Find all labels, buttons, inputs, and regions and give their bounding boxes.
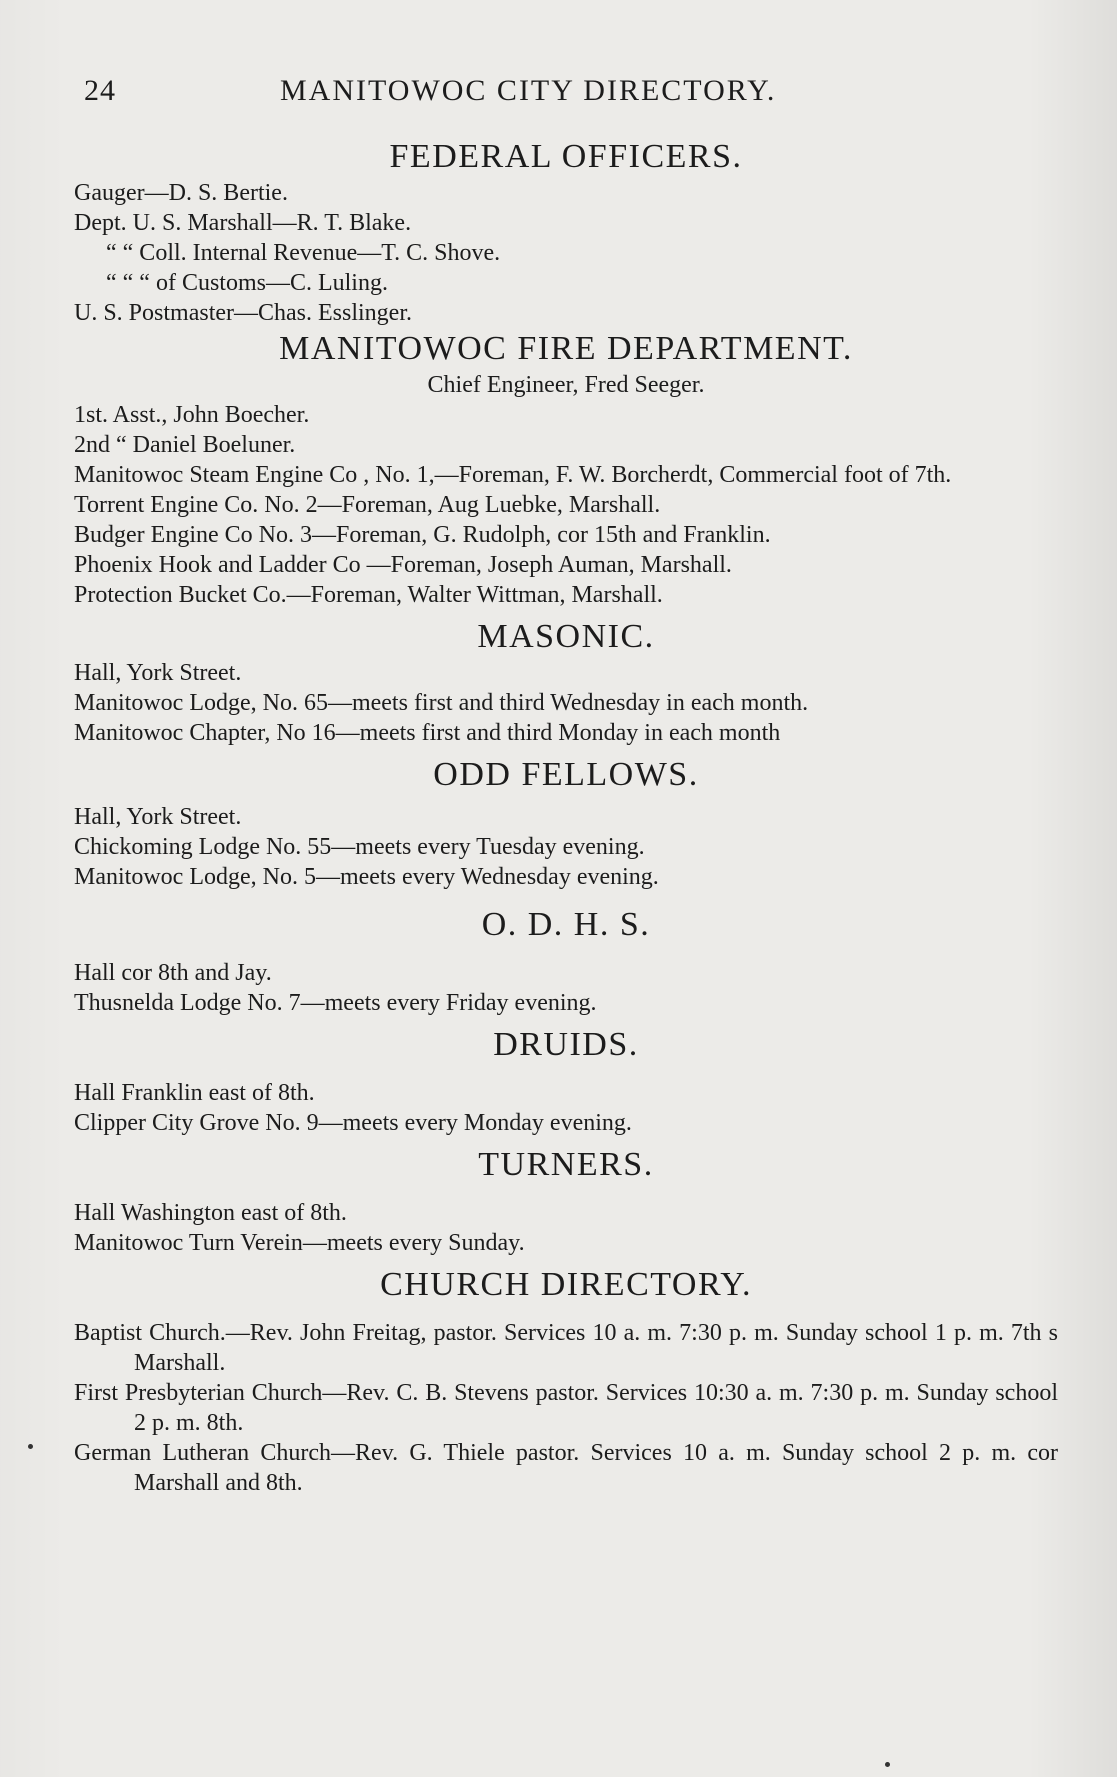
section-odd-fellows	[74, 754, 1058, 892]
list-item: 2nd “ Daniel Boeluner.	[74, 432, 296, 458]
section-title: O. D. H. S.	[481, 906, 651, 943]
list-item: Manitowoc Lodge, No. 5—meets every Wednesday evening.	[74, 864, 659, 890]
list-item: Chickoming Lodge No. 55—meets every Tuesday evening.	[74, 834, 645, 860]
section-title: CHURCH DIRECTORY.	[380, 1266, 752, 1303]
list-item: 1st. Asst., John Boecher.	[74, 402, 310, 428]
section-title: FEDERAL OFFICERS.	[389, 138, 743, 175]
section-druids	[74, 1024, 1058, 1138]
list-item: Protection Bucket Co.—Foreman, Walter Wittman, Marshall.	[74, 582, 663, 608]
list-item: Torrent Engine Co. No. 2—Foreman, Aug Luebke, Marshall.	[74, 492, 661, 518]
list-item: Hall cor 8th and Jay.	[74, 960, 272, 986]
list-item: Gauger—D. S. Bertie.	[74, 180, 288, 206]
section-title: MASONIC.	[477, 618, 655, 655]
list-item: German Lutheran Church—Rev. G. Thiele pastor. Services 10 a. m. Sunday school 2 p. m. cor Marshall and 8th.	[74, 1440, 1058, 1496]
list-item: Budger Engine Co No. 3—Foreman, G. Rudolph, cor 15th and Franklin.	[74, 522, 771, 548]
list-item: Dept. U. S. Marshall—R. T. Blake.	[74, 210, 412, 236]
section-masonic	[74, 616, 1058, 748]
section-subtitle: Chief Engineer, Fred Seeger.	[427, 372, 705, 398]
list-item: U. S. Postmaster—Chas. Esslinger.	[74, 300, 413, 326]
list-item: Thusnelda Lodge No. 7—meets every Friday evening.	[74, 990, 597, 1016]
list-item: Phoenix Hook and Ladder Co —Foreman, Joseph Auman, Marshall.	[74, 552, 732, 578]
section-odhs	[74, 904, 1058, 1018]
list-item: “ “ “ of Customs—C. Luling.	[106, 270, 388, 296]
section-title: TURNERS.	[478, 1146, 654, 1183]
section-title: DRUIDS.	[493, 1026, 639, 1063]
ink-speck	[28, 1444, 33, 1449]
directory-title: MANITOWOC CITY DIRECTORY.	[280, 74, 777, 107]
section-fire-department	[74, 328, 1058, 610]
list-item: Manitowoc Steam Engine Co , No. 1,—Foreman, F. W. Borcherdt, Commercial foot of 7th.	[74, 462, 952, 488]
list-item: Manitowoc Lodge, No. 65—meets first and third Wednesday in each month.	[74, 690, 809, 716]
list-item: Manitowoc Chapter, No 16—meets first and third Monday in each month	[74, 720, 781, 746]
section-church-directory	[74, 1264, 1058, 1498]
list-item: Hall Washington east of 8th.	[74, 1200, 347, 1226]
section-turners	[74, 1144, 1058, 1258]
ink-speck	[885, 1762, 890, 1767]
page-content	[74, 136, 1058, 1498]
page-number: 24	[84, 74, 116, 107]
list-item: Baptist Church.—Rev. John Freitag, pastor. Services 10 a. m. 7:30 p. m. Sunday school 1 p. m. 7th s Marshall.	[74, 1320, 1058, 1376]
list-item: Hall, York Street.	[74, 660, 242, 686]
list-item: First Presbyterian Church—Rev. C. B. Stevens pastor. Services 10:30 a. m. 7:30 p. m. Sunday school 2 p. m. 8th.	[74, 1380, 1058, 1436]
list-item: Manitowoc Turn Verein—meets every Sunday.	[74, 1230, 525, 1256]
list-item: Hall Franklin east of 8th.	[74, 1080, 315, 1106]
list-item: Hall, York Street.	[74, 804, 242, 830]
page-header	[84, 74, 864, 114]
section-federal-officers	[74, 136, 1058, 328]
list-item: “ “ Coll. Internal Revenue—T. C. Shove.	[106, 240, 501, 266]
list-item: Clipper City Grove No. 9—meets every Monday evening.	[74, 1110, 632, 1136]
section-title: ODD FELLOWS.	[433, 756, 699, 793]
section-title: MANITOWOC FIRE DEPARTMENT.	[279, 330, 853, 367]
